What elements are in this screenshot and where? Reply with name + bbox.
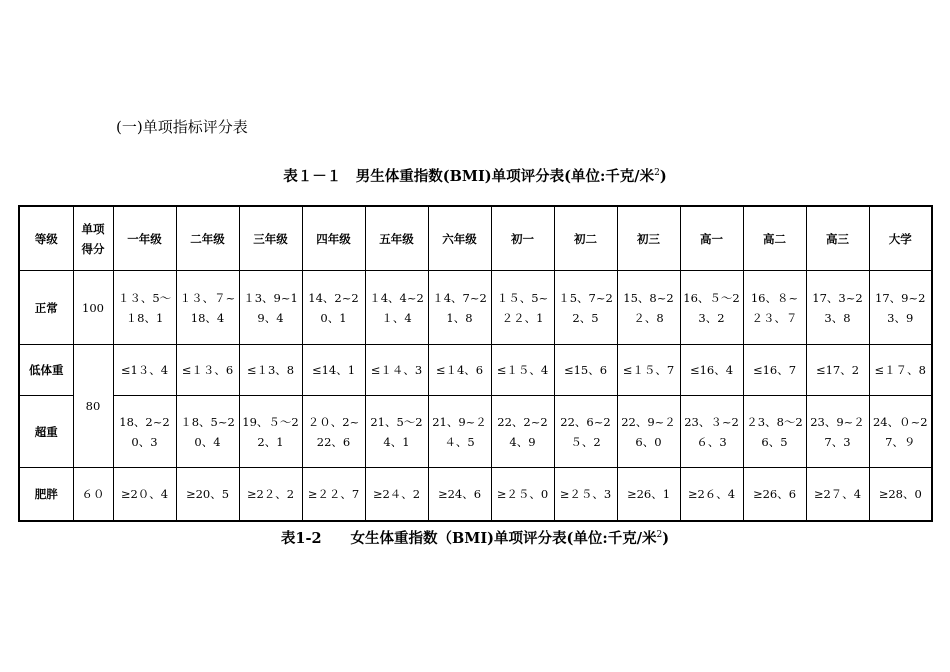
table-cell: ≤１５、4 (491, 345, 554, 396)
table-cell: １8、5~20、4 (176, 396, 239, 468)
header-grade: 大学 (869, 206, 932, 271)
table-row-low-weight (19, 345, 932, 396)
table-cell: 16、８~２３、７ (743, 271, 806, 345)
table-header-row (19, 206, 932, 271)
table-cell: １５、5~２２、1 (491, 271, 554, 345)
table-cell: ≥2６、4 (680, 468, 743, 522)
table-cell: ≤１３、6 (176, 345, 239, 396)
row-label-low-weight: 低体重 (19, 345, 73, 396)
table-cell: ≥2４、2 (365, 468, 428, 522)
table-cell: ≥26、1 (617, 468, 680, 522)
table-cell: 23、9~２7、3 (806, 396, 869, 468)
header-level: 等级 (19, 206, 73, 271)
header-grade: 五年级 (365, 206, 428, 271)
row-label-overweight: 超重 (19, 396, 73, 468)
table-cell: 22、2~24、9 (491, 396, 554, 468)
table-cell: ≤１3、8 (239, 345, 302, 396)
table-cell: ≥26、6 (743, 468, 806, 522)
table-cell: ≤１４、3 (365, 345, 428, 396)
header-score-line1: 单项 (81, 221, 105, 236)
table-cell: ≤１５、7 (617, 345, 680, 396)
table-cell: ≥2０、4 (113, 468, 176, 522)
table-cell: ≥２５、0 (491, 468, 554, 522)
table-cell: ≥2２、2 (239, 468, 302, 522)
table-cell: 21、5～24、1 (365, 396, 428, 468)
table-cell: １4、7~21、8 (428, 271, 491, 345)
table-cell: ≥28、0 (869, 468, 932, 522)
score-obese: ６０ (73, 468, 113, 522)
header-grade: 高二 (743, 206, 806, 271)
caption-superscript: 2 (656, 530, 663, 541)
table-cell: ≥20、5 (176, 468, 239, 522)
caption-superscript: 2 (654, 168, 660, 179)
table-cell: 17、3~23、8 (806, 271, 869, 345)
caption-close: ) (659, 168, 667, 185)
header-grade: 初三 (617, 206, 680, 271)
table-cell: 23、３~2６、3 (680, 396, 743, 468)
table-cell: ≥2７、4 (806, 468, 869, 522)
row-label-obese: 肥胖 (19, 468, 73, 522)
table-row-overweight (19, 396, 932, 468)
header-grade: 二年级 (176, 206, 239, 271)
table-cell: ≤１4、6 (428, 345, 491, 396)
table-cell: 18、2~20、3 (113, 396, 176, 468)
table-cell: 14、2~20、1 (302, 271, 365, 345)
table-cell: 17、9~23、9 (869, 271, 932, 345)
header-score (73, 206, 113, 271)
table-cell: ２3、8～26、5 (743, 396, 806, 468)
table-cell: ≤15、6 (554, 345, 617, 396)
caption-close: ) (662, 530, 670, 547)
table-cell: ≥24、6 (428, 468, 491, 522)
table-cell: 22、9~２6、0 (617, 396, 680, 468)
table-cell: ≥２２、7 (302, 468, 365, 522)
table-cell: １3、9~19、4 (239, 271, 302, 345)
table-cell: ≤1３、4 (113, 345, 176, 396)
table-cell: 19、５～22、1 (239, 396, 302, 468)
header-grade: 高一 (680, 206, 743, 271)
table-caption-boys (0, 165, 950, 186)
header-grade: 六年级 (428, 206, 491, 271)
header-grade: 初一 (491, 206, 554, 271)
table-cell: １３、７~18、4 (176, 271, 239, 345)
table-cell: ≥２５、3 (554, 468, 617, 522)
section-heading: (一)单项指标评分表 (116, 118, 248, 136)
table-cell: ２０、2~22、6 (302, 396, 365, 468)
table-cell: 24、０~27、９ (869, 396, 932, 468)
table-caption-girls (0, 527, 950, 548)
table-cell: １３、5～１8、1 (113, 271, 176, 345)
row-label-normal: 正常 (19, 271, 73, 345)
table-cell: 21、9~２４、5 (428, 396, 491, 468)
table-cell: 15、8~2２、8 (617, 271, 680, 345)
table-row-normal (19, 271, 932, 345)
table-cell: １5、7~22、5 (554, 271, 617, 345)
table-cell: ≤17、2 (806, 345, 869, 396)
header-grade: 初二 (554, 206, 617, 271)
header-grade: 四年级 (302, 206, 365, 271)
table-cell: 22、6~2５、2 (554, 396, 617, 468)
table-cell: ≤16、4 (680, 345, 743, 396)
bmi-score-table-boys (18, 205, 933, 522)
caption-text: 表１－１ 男生体重指数(BMI)单项评分表(单位:千克/米 (283, 168, 655, 185)
header-grade: 高三 (806, 206, 869, 271)
caption-text: 表1-2 女生体重指数（BMI)单项评分表(单位:千克/米 (280, 530, 657, 547)
table-row-obese (19, 468, 932, 522)
table-cell: ≤１７、8 (869, 345, 932, 396)
header-grade: 三年级 (239, 206, 302, 271)
table-cell: １4、4~2１、4 (365, 271, 428, 345)
table-cell: ≤14、1 (302, 345, 365, 396)
table-cell: ≤16、7 (743, 345, 806, 396)
score-shared-80: 80 (73, 345, 113, 468)
table-cell: 16、５～23、2 (680, 271, 743, 345)
score-normal: 100 (73, 271, 113, 345)
header-grade: 一年级 (113, 206, 176, 271)
header-score-line2: 得分 (81, 241, 105, 256)
